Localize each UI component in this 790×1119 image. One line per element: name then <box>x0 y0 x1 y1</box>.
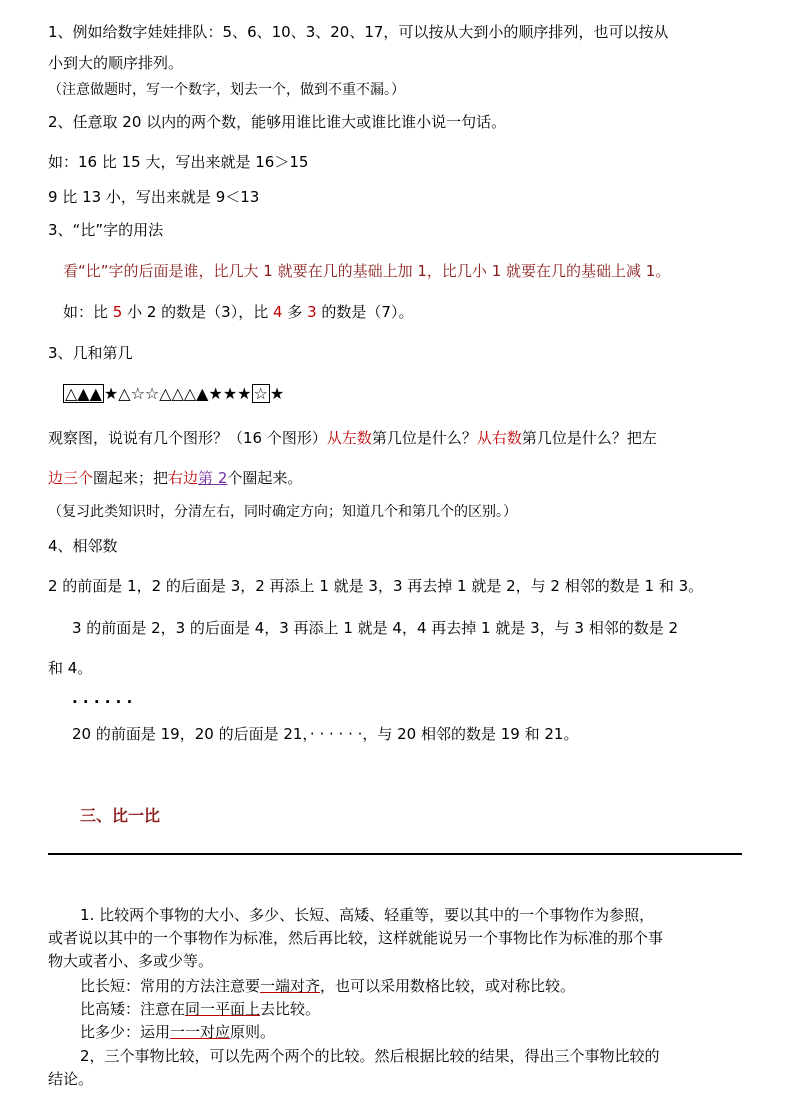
adjacent-3-cont: 和 4。 <box>48 659 93 677</box>
adjacent-2: 2 的前面是 1，2 的后面是 3，2 再添上 1 就是 3，3 再去掉 1 就是 2，与 2 相邻的数是 1 和 3。 <box>48 577 704 595</box>
left-three: 边三个 <box>48 469 94 487</box>
bi-example-text: 多 <box>282 303 308 321</box>
compare-text: ，也可以采用数格比较，或对称比较。 <box>320 977 576 995</box>
compare-length <box>80 976 575 996</box>
right-side: 右边 <box>168 469 199 487</box>
shape-group-middle: ★△☆☆△△△▲★★★ <box>103 384 252 403</box>
bi-example-text: 小 2 的数是（3），比 <box>122 303 273 321</box>
line-2: 2、任意取 20 以内的两个数，能够用谁比谁大或谁比谁小说一句话。 <box>48 113 507 131</box>
bi-example-text: 的数是（7）。 <box>316 303 414 321</box>
example-less: 9 比 13 小，写出来就是 9＜13 <box>48 188 260 206</box>
align-one-end: 一端对齐 <box>260 977 321 995</box>
compare-height <box>80 999 320 1019</box>
one-to-one: 一一对应 <box>170 1023 231 1041</box>
observe-right-count: 从右数 <box>476 429 522 447</box>
section-4-title: 4、相邻数 <box>48 537 118 555</box>
section-3-title: 3、“比”字的用法 <box>48 221 164 239</box>
section-compare-heading: 三、比一比 <box>80 806 161 825</box>
second-link: 第 2 <box>198 469 228 487</box>
line-1: 1、例如给数字娃娃排队：5、6、10、3、20、17，可以按从大到小的顺序排列，也可以按从 <box>48 23 669 41</box>
example-greater: 如：16 比 15 大，写出来就是 16＞15 <box>48 153 309 171</box>
compare-text: 去比较。 <box>260 1000 321 1018</box>
ellipsis-dots: · · · · · · <box>72 693 133 711</box>
compare-quantity <box>80 1022 275 1042</box>
compare-para-2-cont: 结论。 <box>48 1070 94 1088</box>
shape-group-boxed-right: ☆ <box>253 384 268 403</box>
compare-para-1-cont: 物大或者小、多或少等。 <box>48 952 214 970</box>
compare-para-1: 1. 比较两个事物的大小、多少、长短、高矮、轻重等，要以其中的一个事物作为参照， <box>80 906 655 924</box>
compare-text: 比长短：常用的方法注意要 <box>80 977 261 995</box>
compare-para-2: 2，三个事物比较，可以先两个两个的比较。然后根据比较的结果，得出三个事物比较的 <box>80 1047 660 1065</box>
bi-example-num: 5 <box>112 303 123 321</box>
shape-group-end: ★ <box>269 384 285 403</box>
observe-question <box>48 428 657 448</box>
divider <box>48 853 742 855</box>
observe-text: 第几位是什么？ <box>371 429 477 447</box>
section-ordinal-title: 3、几和第几 <box>48 344 133 362</box>
bi-usage-rule: 看“比”字的后面是谁，比几大 1 就要在几的基础上加 1，比几小 1 就要在几的基础上减 1。 <box>63 262 671 280</box>
observe-text: 第几位是什么？把左 <box>521 429 657 447</box>
compare-text: 原则。 <box>230 1023 276 1041</box>
note-ordinal: （复习此类知识时，分清左右，同时确定方向；知道几个和第几个的区别。） <box>48 504 517 520</box>
same-plane: 同一平面上 <box>185 1000 261 1018</box>
adjacent-20: 20 的前面是 19，20 的后面是 21，· · · · · ·，与 20 相邻的数是 19 和 21。 <box>72 725 579 743</box>
bi-example-text: 如：比 <box>63 303 113 321</box>
compare-para-1-cont: 或者说以其中的一个事物作为标准，然后再比较，这样就能说另一个事物比作为标准的那个事 <box>48 929 664 947</box>
note-1: （注意做题时，写一个数字，划去一个，做到不重不漏。） <box>48 82 405 98</box>
line-1-cont: 小到大的顺序排列。 <box>48 54 184 72</box>
bi-example-num: 4 <box>273 303 283 321</box>
circle-text: 圈起来；把 <box>93 469 169 487</box>
circle-instruction <box>48 468 302 488</box>
bi-example <box>63 302 413 322</box>
observe-left-count: 从左数 <box>326 429 372 447</box>
bi-example-num: 3 <box>307 303 317 321</box>
compare-text: 比高矮：注意在 <box>80 1000 186 1018</box>
shape-group-boxed-left: △▲▲ <box>65 384 102 403</box>
observe-text: 观察图，说说有几个图形？（16 个图形） <box>48 429 327 447</box>
circle-text: 个圈起来。 <box>227 469 303 487</box>
adjacent-3: 3 的前面是 2，3 的后面是 4，3 再添上 1 就是 4，4 再去掉 1 就是 3，与 3 相邻的数是 2 <box>72 619 679 637</box>
shape-row <box>63 384 284 404</box>
compare-text: 比多少：运用 <box>80 1023 171 1041</box>
